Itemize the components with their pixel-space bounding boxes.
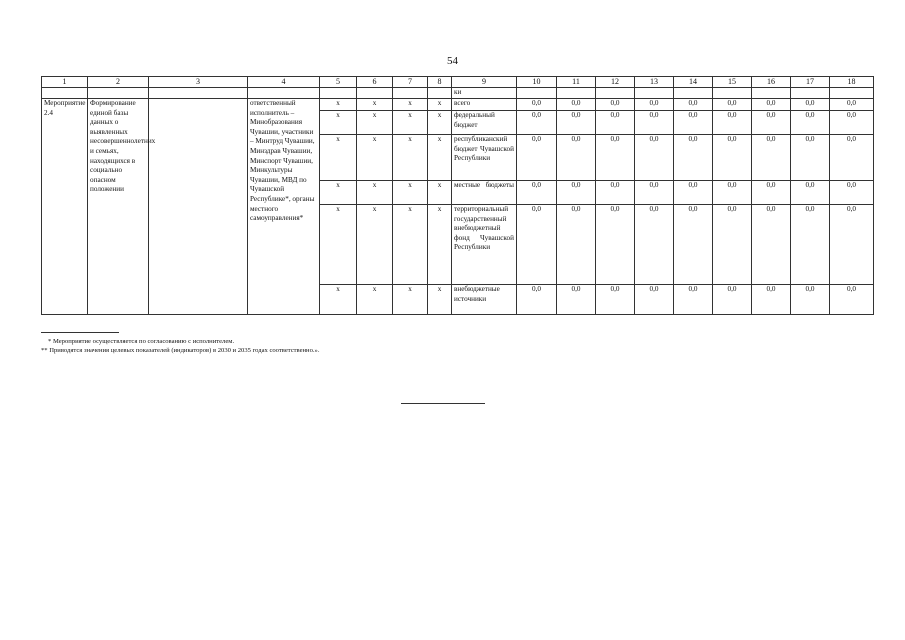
mark-cell: x (428, 181, 452, 205)
empty-cell (752, 88, 791, 99)
mark-cell: x (357, 181, 393, 205)
funding-source: местные бюджеты (452, 181, 517, 205)
column-header: 16 (752, 77, 791, 88)
mark-cell: x (320, 99, 357, 111)
funding-source: внебюджетные источники (452, 285, 517, 315)
empty-cell (357, 88, 393, 99)
value-cell: 0,0 (713, 181, 752, 205)
mark-cell: x (320, 111, 357, 135)
column-header: 11 (557, 77, 596, 88)
value-cell: 0,0 (674, 135, 713, 181)
event-name: Мероприятие 2.4 (42, 99, 88, 315)
empty-cell (674, 88, 713, 99)
value-cell: 0,0 (557, 205, 596, 285)
value-cell: 0,0 (557, 285, 596, 315)
empty-cell (428, 88, 452, 99)
value-cell: 0,0 (596, 99, 635, 111)
event-description: Формирование единой базы данных о выявленных несовершеннолетних и семьях, находящихся в социально опасном положении (88, 99, 149, 315)
value-cell: 0,0 (713, 285, 752, 315)
mark-cell: x (357, 205, 393, 285)
value-cell: 0,0 (674, 285, 713, 315)
value-cell: 0,0 (557, 111, 596, 135)
value-cell: 0,0 (791, 205, 830, 285)
value-cell: 0,0 (791, 111, 830, 135)
value-cell: 0,0 (752, 111, 791, 135)
column-header: 8 (428, 77, 452, 88)
value-cell: 0,0 (635, 205, 674, 285)
value-cell: 0,0 (674, 99, 713, 111)
empty-cell (557, 88, 596, 99)
empty-cell (713, 88, 752, 99)
value-cell: 0,0 (557, 135, 596, 181)
mark-cell: x (428, 205, 452, 285)
column-header: 3 (149, 77, 248, 88)
empty-cell (88, 88, 149, 99)
value-cell: 0,0 (557, 99, 596, 111)
value-cell: 0,0 (713, 135, 752, 181)
value-cell: 0,0 (713, 111, 752, 135)
mark-cell: x (428, 99, 452, 111)
value-cell: 0,0 (517, 111, 557, 135)
continuation-row (42, 88, 874, 99)
value-cell: 0,0 (752, 285, 791, 315)
value-cell: 0,0 (830, 181, 874, 205)
funding-source: территориальный государственный внебюджетный фонд Чувашской Республики (452, 205, 517, 285)
value-cell: 0,0 (830, 135, 874, 181)
funding-source: всего (452, 99, 517, 111)
value-cell: 0,0 (830, 99, 874, 111)
header-row (42, 77, 874, 88)
mark-cell: x (428, 285, 452, 315)
funding-source: федеральный бюджет (452, 111, 517, 135)
continuation-text: ки (452, 88, 517, 99)
mark-cell: x (357, 111, 393, 135)
mark-cell: x (320, 181, 357, 205)
value-cell: 0,0 (635, 111, 674, 135)
page-number: 54 (447, 55, 458, 67)
value-cell: 0,0 (713, 205, 752, 285)
empty-cell (635, 88, 674, 99)
value-cell: 0,0 (635, 135, 674, 181)
empty-cell (149, 88, 248, 99)
mark-cell: x (357, 285, 393, 315)
value-cell: 0,0 (517, 181, 557, 205)
value-cell: 0,0 (791, 135, 830, 181)
value-cell: 0,0 (791, 181, 830, 205)
value-cell: 0,0 (791, 285, 830, 315)
empty-cell (830, 88, 874, 99)
value-cell: 0,0 (674, 205, 713, 285)
value-cell: 0,0 (752, 135, 791, 181)
mark-cell: x (393, 285, 428, 315)
value-cell: 0,0 (830, 285, 874, 315)
column-header: 17 (791, 77, 830, 88)
value-cell: 0,0 (557, 181, 596, 205)
empty-cell (320, 88, 357, 99)
value-cell: 0,0 (517, 99, 557, 111)
column-header: 1 (42, 77, 88, 88)
column-header: 4 (248, 77, 320, 88)
empty-cell (791, 88, 830, 99)
mark-cell: x (320, 285, 357, 315)
column-header: 2 (88, 77, 149, 88)
empty-cell (248, 88, 320, 99)
mark-cell: x (393, 181, 428, 205)
mark-cell: x (393, 111, 428, 135)
value-cell: 0,0 (517, 285, 557, 315)
value-cell: 0,0 (596, 135, 635, 181)
table-row (42, 99, 874, 111)
column-header: 14 (674, 77, 713, 88)
program-table (41, 76, 874, 315)
value-cell: 0,0 (517, 135, 557, 181)
empty-cell (149, 99, 248, 315)
mark-cell: x (428, 111, 452, 135)
empty-cell (42, 88, 88, 99)
value-cell: 0,0 (674, 111, 713, 135)
mark-cell: x (393, 99, 428, 111)
empty-cell (517, 88, 557, 99)
empty-cell (393, 88, 428, 99)
end-rule (401, 403, 485, 404)
column-header: 12 (596, 77, 635, 88)
column-header: 13 (635, 77, 674, 88)
footnote-1: * Мероприятие осуществляется по согласованию с исполнителем. (48, 338, 235, 345)
value-cell: 0,0 (596, 111, 635, 135)
value-cell: 0,0 (674, 181, 713, 205)
column-header: 18 (830, 77, 874, 88)
mark-cell: x (393, 205, 428, 285)
value-cell: 0,0 (830, 111, 874, 135)
column-header: 7 (393, 77, 428, 88)
value-cell: 0,0 (596, 205, 635, 285)
mark-cell: x (357, 135, 393, 181)
column-header: 10 (517, 77, 557, 88)
value-cell: 0,0 (752, 181, 791, 205)
value-cell: 0,0 (752, 205, 791, 285)
footnote-rule (41, 332, 119, 333)
value-cell: 0,0 (596, 181, 635, 205)
funding-source: республиканский бюджет Чувашской Республики (452, 135, 517, 181)
footnote-2: ** Приводятся значения целевых показателей (индикаторов) в 2030 и 2035 годах соответственно.». (41, 347, 320, 354)
mark-cell: x (320, 135, 357, 181)
column-header: 9 (452, 77, 517, 88)
value-cell: 0,0 (713, 99, 752, 111)
value-cell: 0,0 (635, 285, 674, 315)
value-cell: 0,0 (596, 285, 635, 315)
column-header: 6 (357, 77, 393, 88)
value-cell: 0,0 (830, 205, 874, 285)
mark-cell: x (393, 135, 428, 181)
executor: ответственный исполнитель – Минобразования Чувашии, участники – Минтруд Чувашии, Минздрав Чувашии, Минспорт Чувашии, Минкультуры Чувашии, МВД по Чувашской Республике*, органы местного самоуправления* (248, 99, 320, 315)
mark-cell: x (428, 135, 452, 181)
value-cell: 0,0 (517, 205, 557, 285)
empty-cell (596, 88, 635, 99)
mark-cell: x (320, 205, 357, 285)
mark-cell: x (357, 99, 393, 111)
value-cell: 0,0 (635, 99, 674, 111)
value-cell: 0,0 (635, 181, 674, 205)
column-header: 5 (320, 77, 357, 88)
value-cell: 0,0 (752, 99, 791, 111)
column-header: 15 (713, 77, 752, 88)
value-cell: 0,0 (791, 99, 830, 111)
